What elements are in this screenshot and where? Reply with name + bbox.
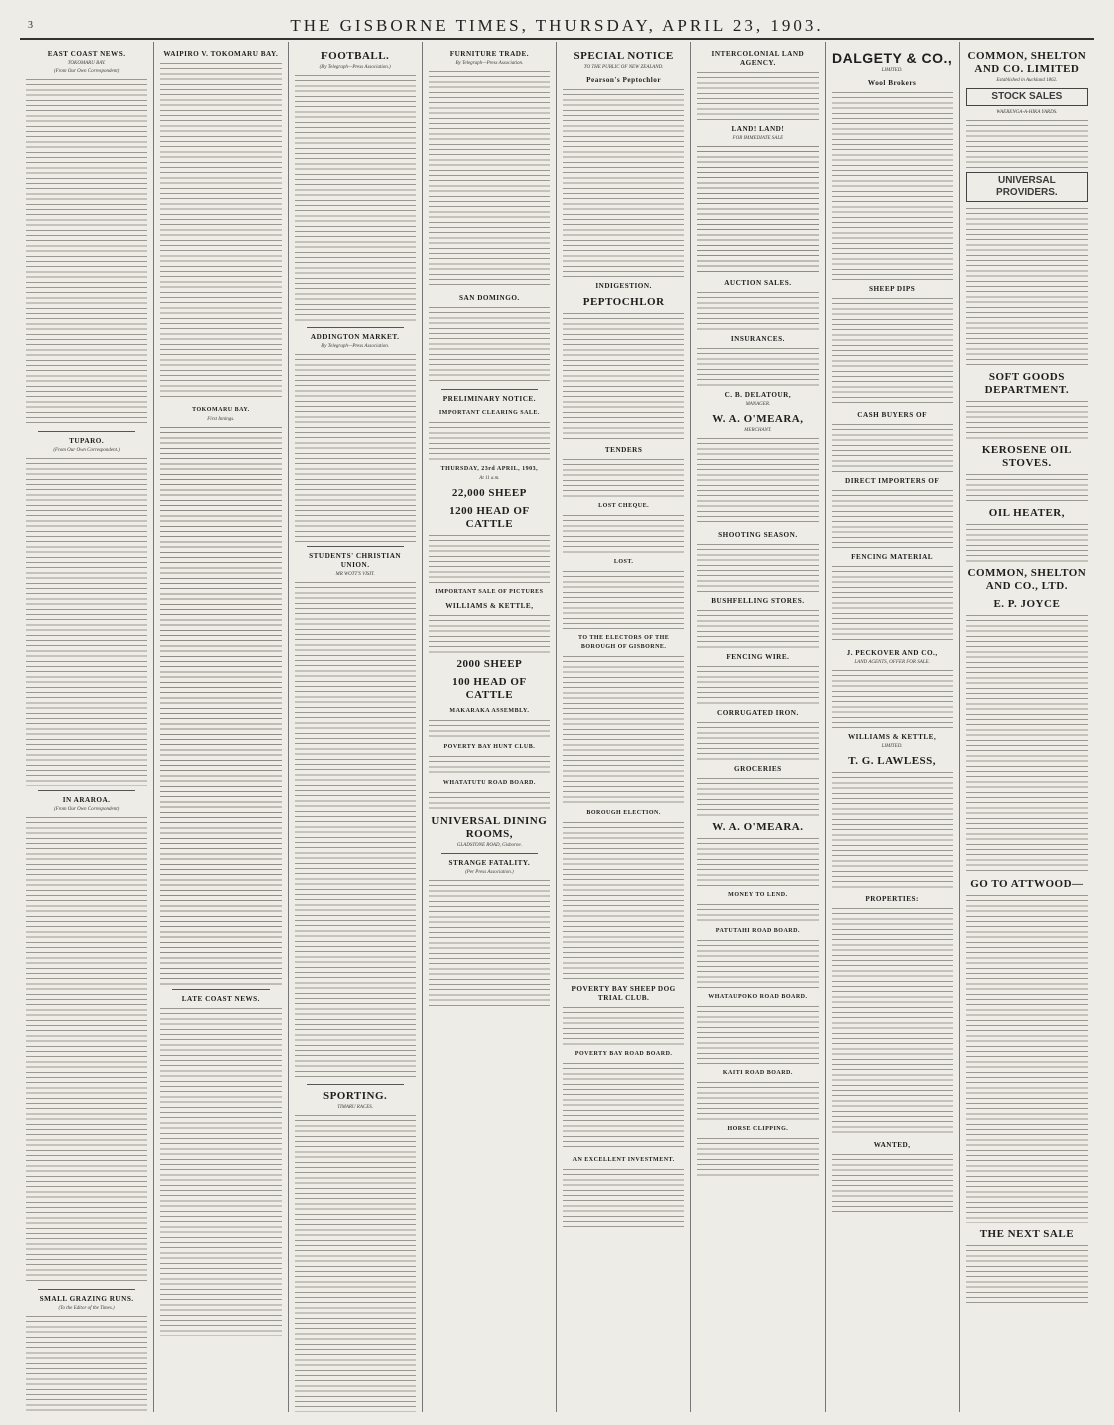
ad-heading: GO TO ATTWOOD—: [970, 878, 1084, 890]
ad-text: [966, 118, 1088, 168]
ad-heading: SHEEP DIPS: [868, 285, 916, 293]
ad-text: [697, 902, 818, 922]
ad-subheading: MERCHANT.: [744, 428, 772, 433]
body-text: [295, 1113, 416, 1412]
ad-heading: LAND! LAND!: [731, 125, 785, 133]
section-heading: FURNITURE TRADE.: [449, 50, 530, 58]
divider: [307, 546, 404, 547]
ad-heading: PROPERTIES:: [865, 895, 919, 903]
ad-text: [697, 1080, 818, 1120]
ad-text: [697, 776, 818, 816]
section-heading: STUDENTS' CHRISTIAN UNION.: [309, 552, 402, 569]
ad-heading: TO THE ELECTORS OF THE BOROUGH OF GISBORNE.: [577, 635, 670, 650]
ad-heading: THURSDAY, 23rd APRIL, 1903,: [440, 466, 539, 472]
section-heading: WAIPIRO V. TOKOMARU BAY.: [163, 50, 279, 58]
ad-heading: WHATATUTU ROAD BOARD.: [442, 780, 536, 786]
ad-subheading: LAND AGENTS, OFFER FOR SALE.: [854, 660, 930, 665]
ad-heading: T. G. LAWLESS,: [848, 755, 937, 767]
section-heading: SPORTING.: [322, 1090, 388, 1102]
divider: [441, 389, 538, 390]
ad-subheading: TO THE PUBLIC OF NEW ZEALAND.: [583, 65, 664, 70]
section-heading: EAST COAST NEWS.: [47, 50, 126, 58]
ad-text: [832, 90, 953, 280]
divider: [38, 431, 135, 432]
ad-text: [697, 346, 818, 386]
ad-heading: W. A. O'MEARA.: [712, 821, 804, 833]
column-6: [691, 42, 825, 1412]
ad-heading: OIL HEATER,: [988, 507, 1065, 519]
ad-text: [563, 311, 684, 441]
land-table: [697, 144, 818, 274]
ad-heading: POVERTY BAY SHEEP DOG TRIAL CLUB.: [571, 985, 676, 1002]
section-heading: STRANGE FATALITY.: [448, 859, 531, 867]
body-text: [160, 1006, 281, 1336]
section-heading: TOKOMARU BAY.: [192, 407, 250, 413]
ad-text: [832, 770, 953, 890]
ad-text: [429, 533, 550, 583]
section-heading: FOOTBALL.: [320, 50, 390, 62]
ad-heading: WILLIAMS & KETTLE,: [445, 602, 534, 610]
ad-heading: C. B. DELATOUR,: [724, 391, 792, 399]
body-text: [160, 61, 281, 401]
ad-heading: FENCING WIRE.: [726, 653, 790, 661]
body-text: [429, 69, 550, 289]
ad-text: [563, 1005, 684, 1045]
body-text: [295, 73, 416, 323]
body-text: [26, 77, 147, 427]
ad-text: [832, 668, 953, 728]
ad-subheading: At 11 a.m.: [479, 476, 500, 481]
ad-text: [429, 420, 550, 460]
section-subheading: (By Telegraph—Press Association.): [319, 65, 391, 70]
ad-subheading: Established in Auckland 1862.: [996, 78, 1058, 83]
ad-text: [697, 720, 818, 760]
column-4: [423, 42, 557, 1412]
masthead-rule: [20, 38, 1094, 40]
ad-heading: COMMON, SHELTON AND CO., LTD.: [967, 567, 1087, 592]
section-subheading: (Per Press Association.): [465, 870, 514, 875]
divider: [38, 790, 135, 791]
column-3: [289, 42, 423, 1412]
ad-heading: INSURANCES.: [730, 335, 785, 343]
section-subheading: MR WOTT'S VISIT.: [335, 572, 375, 577]
ad-heading: KEROSENE OIL STOVES.: [981, 444, 1072, 469]
ad-text: [966, 893, 1088, 1223]
ad-text: [832, 296, 953, 406]
section-heading: SAN DOMINGO.: [459, 294, 520, 302]
body-text: [295, 352, 416, 542]
ad-text: [429, 754, 550, 774]
ad-text: [832, 1152, 953, 1212]
section-heading: SMALL GRAZING RUNS.: [39, 1295, 134, 1303]
ad-text: [697, 70, 818, 120]
ad-text: [563, 820, 684, 980]
ad-heading: BUSHFELLING STORES.: [711, 597, 805, 605]
ad-text: [697, 542, 818, 592]
ad-heading: BOROUGH ELECTION.: [586, 810, 661, 816]
ad-heading: HORSE CLIPPING.: [727, 1126, 789, 1132]
ad-heading: TENDERS: [604, 446, 643, 454]
ad-heading: AUCTION SALES.: [724, 279, 792, 287]
divider: [172, 989, 269, 990]
ad-text: [697, 608, 818, 648]
ad-text: [832, 422, 953, 472]
ad-heading: 100 HEAD OF CATTLE: [452, 676, 527, 701]
ad-heading: WHATAUPOKO ROAD BOARD.: [708, 994, 808, 1000]
ad-text: [832, 906, 953, 1136]
section-heading: TUPARO.: [69, 437, 105, 445]
byline: (From Our Own Correspondent.): [53, 448, 120, 453]
newspaper-columns: [20, 42, 1094, 1412]
ad-heading: MAKARAKA ASSEMBLY.: [449, 708, 530, 714]
body-text: [429, 878, 550, 1008]
ad-heading: W. A. O'MEARA,: [712, 413, 804, 425]
ad-heading: POVERTY BAY ROAD BOARD.: [574, 1051, 673, 1057]
ad-text: [966, 613, 1088, 873]
ad-heading: J. PECKOVER AND CO.,: [846, 649, 938, 657]
ad-text: [563, 87, 684, 277]
ad-heading: DALGETY & CO.,: [831, 50, 953, 66]
ad-heading: UNIVERSAL DINING ROOMS,: [431, 815, 548, 840]
ad-text: [697, 664, 818, 704]
divider: [441, 853, 538, 854]
section-subheading: By Telegraph—Press Association.: [321, 344, 389, 349]
ad-heading: LOST.: [613, 559, 634, 565]
page-number: 3: [28, 20, 33, 31]
body-text: [26, 815, 147, 1285]
divider: [38, 1289, 135, 1290]
ad-heading: GROCERIES: [734, 765, 782, 773]
ad-subheading: IMPORTANT CLEARING SALE.: [438, 410, 540, 416]
ad-heading: CASH BUYERS OF: [857, 411, 927, 419]
ad-heading: SHOOTING SEASON.: [718, 531, 798, 539]
divider: [307, 327, 404, 328]
ad-text: [697, 938, 818, 988]
ad-subheading: FOR IMMEDIATE SALE: [732, 136, 784, 141]
ad-text: [563, 1061, 684, 1151]
column-1: [20, 42, 154, 1412]
ad-text: [832, 564, 953, 644]
ad-heading: KAITI ROAD BOARD.: [722, 1070, 793, 1076]
body-text: [26, 456, 147, 786]
ad-text: [697, 290, 818, 330]
ad-heading: CORRUGATED IRON.: [717, 709, 799, 717]
ad-text: [697, 436, 818, 526]
ad-heading: POVERTY BAY HUNT CLUB.: [443, 744, 536, 750]
ad-heading: 2000 SHEEP: [456, 658, 523, 670]
section-subheading: By Telegraph—Press Association.: [455, 61, 524, 66]
ad-text: [563, 1167, 684, 1227]
ad-text: [832, 488, 953, 548]
ad-heading: 1200 HEAD OF CATTLE: [449, 505, 530, 530]
ad-heading: COMMON, SHELTON AND CO. LIMITED: [967, 50, 1087, 75]
ad-text: [563, 513, 684, 553]
ad-heading: IMPORTANT SALE OF PICTURES: [435, 589, 544, 595]
ad-heading: Pearson's Peptochlor: [586, 76, 662, 84]
body-text: [26, 1314, 147, 1412]
ad-subheading: LIMITED.: [881, 68, 903, 73]
section-subheading: TOKOMARU BAY.: [67, 61, 106, 66]
ad-text: [429, 718, 550, 738]
ad-heading: INDIGESTION.: [595, 282, 652, 290]
ad-subheading: LIMITED.: [881, 744, 903, 749]
body-text: [295, 580, 416, 1080]
ad-subheading: WAERENGA-A-HIKA YARDS.: [996, 110, 1058, 115]
ad-heading: SPECIAL NOTICE: [573, 50, 674, 62]
byline: (From Our Own Correspondent): [53, 807, 120, 812]
ad-text: [563, 654, 684, 804]
ad-heading: 22,000 SHEEP: [451, 487, 527, 499]
ad-heading: Wool Brokers: [867, 79, 917, 87]
ad-heading: SOFT GOODS DEPARTMENT.: [984, 371, 1070, 396]
ad-heading: PRELIMINARY NOTICE.: [442, 395, 536, 403]
ad-subheading: MANAGER.: [745, 402, 771, 407]
ad-heading: WANTED,: [873, 1141, 911, 1149]
ad-text: [697, 1004, 818, 1064]
ad-heading: AN EXCELLENT INVESTMENT.: [572, 1157, 675, 1163]
ad-heading: DIRECT IMPORTERS OF: [845, 477, 940, 485]
ad-text: [429, 790, 550, 810]
ad-heading: E. P. JOYCE: [993, 598, 1061, 610]
column-5: [557, 42, 691, 1412]
ad-heading: STOCK SALES: [966, 88, 1088, 106]
ad-heading: THE NEXT SALE: [979, 1228, 1075, 1240]
ad-text: [966, 472, 1088, 502]
section-subheading: First Innings.: [207, 417, 235, 422]
ad-heading: LOST CHEQUE.: [598, 503, 650, 509]
ad-heading: WILLIAMS & KETTLE,: [847, 733, 937, 741]
ad-text: [697, 1136, 818, 1176]
ad-heading: PEPTOCHLOR: [582, 296, 665, 308]
ad-heading: FENCING MATERIAL: [851, 553, 934, 561]
column-8: [960, 42, 1094, 1412]
byline: (From Our Own Correspondent): [53, 69, 120, 74]
divider: [307, 1084, 404, 1085]
score-table: [160, 425, 281, 985]
ad-text: [966, 1243, 1088, 1303]
ad-heading: PATUTAHI ROAD BOARD.: [715, 928, 800, 934]
ad-text: [429, 613, 550, 653]
ad-text: [966, 399, 1088, 439]
ad-heading: INTERCOLONIAL LAND AGENCY.: [711, 50, 805, 67]
body-text: [429, 305, 550, 385]
section-subheading: TIMARU RACES.: [337, 1105, 374, 1110]
ad-text: [563, 457, 684, 497]
ad-text: [563, 569, 684, 629]
ad-heading: UNIVERSAL PROVIDERS.: [966, 172, 1088, 202]
newspaper-title: THE GISBORNE TIMES, THURSDAY, APRIL 23, 1903.: [290, 16, 824, 35]
section-heading: IN ARAROA.: [62, 796, 111, 804]
ad-text: [966, 522, 1088, 562]
ad-heading: MONEY TO LEND.: [728, 892, 788, 898]
ad-text: [966, 206, 1088, 366]
ad-text: [697, 836, 818, 886]
section-heading: ADDINGTON MARKET.: [310, 333, 400, 341]
column-7: [826, 42, 960, 1412]
byline: (To the Editor of the Times.): [58, 1306, 115, 1311]
ad-subheading: GLADSTONE ROAD, Gisborne.: [456, 843, 522, 848]
section-heading: LATE COAST NEWS.: [181, 995, 260, 1003]
column-2: [154, 42, 288, 1412]
